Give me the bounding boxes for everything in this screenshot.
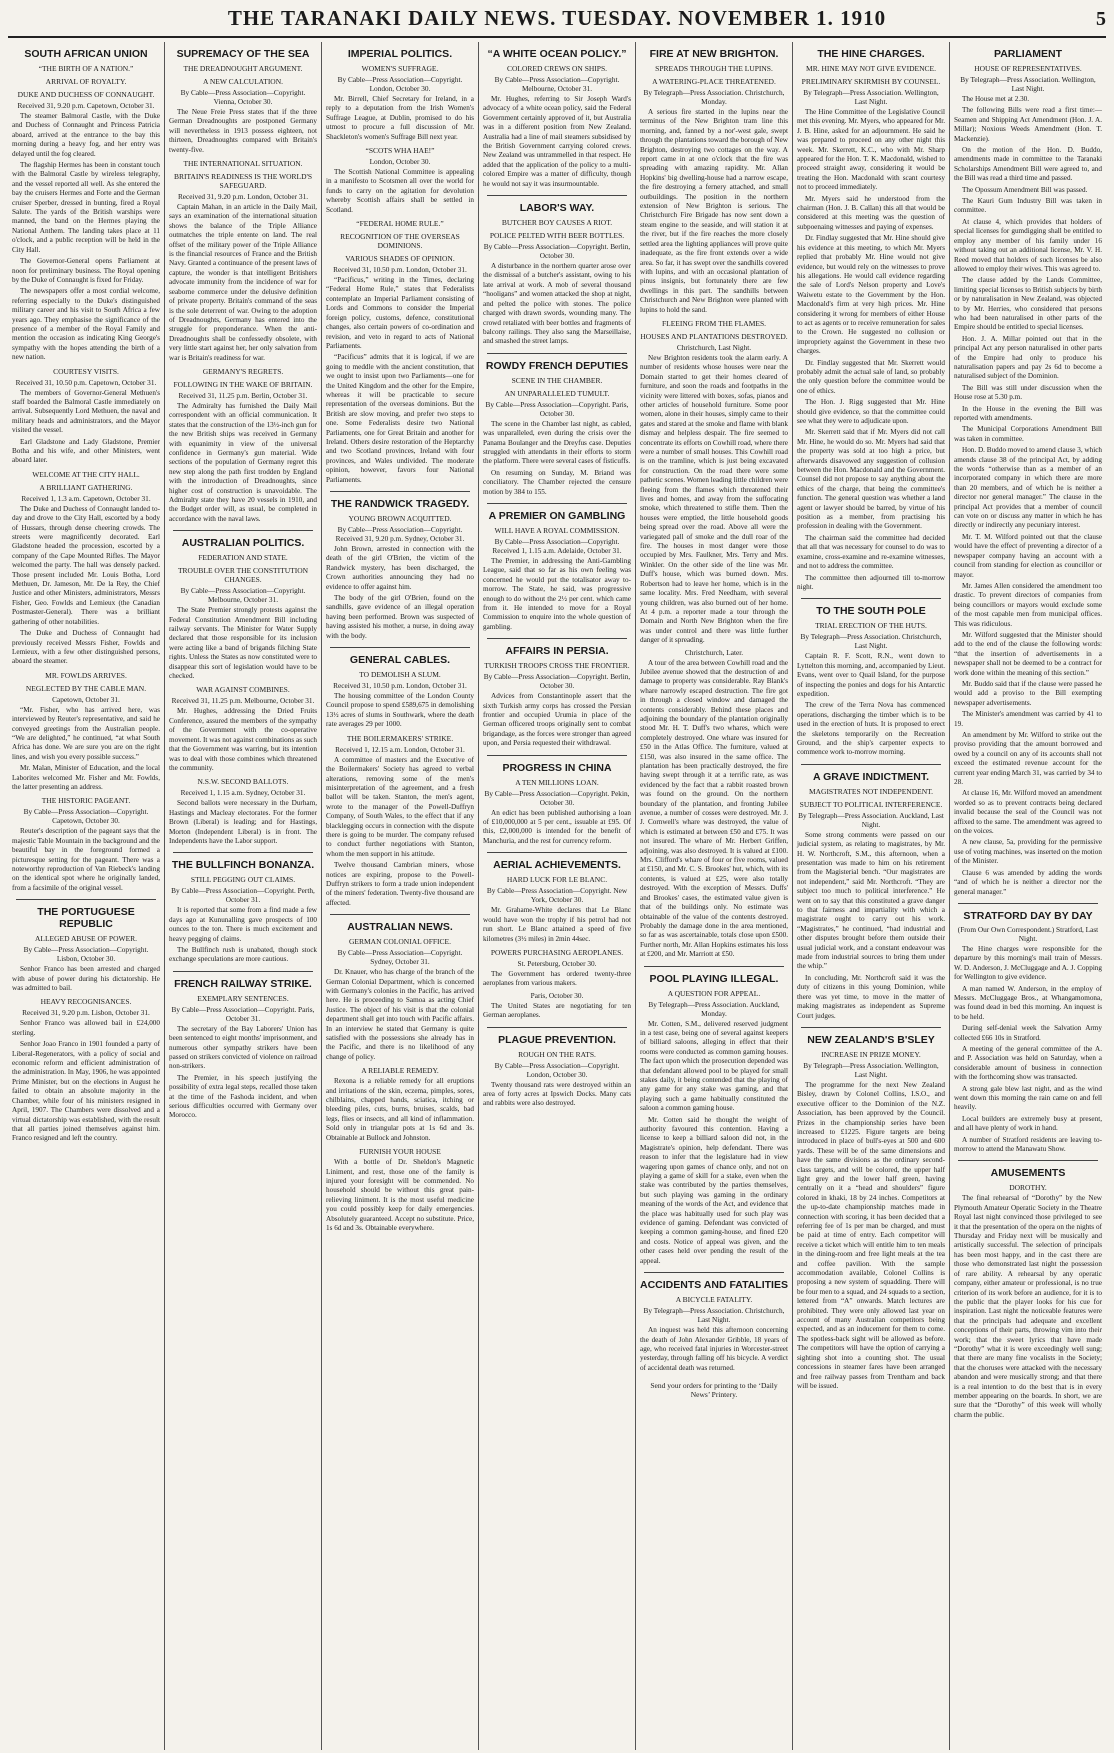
subheading: A BICYCLE FATALITY. (675, 1295, 753, 1305)
paragraph: Mr. Cotten, S.M., delivered reserved judgment in a test case, being one of several against keepers of billiard saloons, alleging in effect that their rooms were conducted as common gaming houses. The fact upon which the prosecution depended was that defendant allowed pool to be played for small stakes daily, it being contended that the playing of any game for any stake was gaming, and that playing such a game habitually constituted the saloon a common gaming house. (640, 1019, 788, 1113)
dateline: Received 31, 11.25 p.m. Berlin, October 31. (178, 390, 308, 400)
column-rule (801, 764, 941, 765)
column-rule (487, 1027, 627, 1028)
column-5 (636, 42, 793, 1750)
columns (8, 42, 1106, 1750)
paragraph: The Hon. J. Rigg suggested that Mr. Hine should give evidence, so that the committee could see what they were to adjudicate upon. (797, 398, 945, 425)
column-rule (487, 503, 627, 504)
subheading: SPREADS THROUGH THE LUPINS. (655, 64, 773, 73)
paragraph: Hon. J. A. Millar pointed out that in the principal Act any person naturalised in other parts of the Empire had only to produce his naturalisation papers and pay 2s 6d to become a naturalised subject of the Dominion. (954, 334, 1102, 381)
dateline: By Cable—Press Association—Copyright. Lisbon, October 30. (23, 945, 149, 964)
dateline: By Cable—Press Association—Copyright. London, October 30. (494, 1060, 620, 1079)
paragraph: A meeting of the general committee of the A. and P. Association was held on Saturday, when a considerable amount of business in connection with the forthcoming show was transacted. (954, 1044, 1102, 1082)
paragraph: The Premier, in addressing the Anti-Gambling League, said that so far as his own feeling was concerned he would put the totalisator away to-morrow. The State, he said, was progressive enough to do without the 2½ per cent. which came from it. He intended to move for a Royal Commission to enquire into the whole question of gambling. (483, 556, 631, 631)
column-rule (173, 971, 313, 972)
paragraph: Mr. James Allen considered the amendment too drastic. To prevent directors of companies from being councillors or mayors would exclude some of the most capable men from municipal offices. This was ridiculous. (954, 581, 1102, 628)
dateline: By Telegraph—Press Association. Christchurch, Last Night. (643, 1306, 785, 1325)
headline: STRATFORD DAY BY DAY (963, 909, 1093, 922)
subheading: THE BOILERMAKERS' STRIKE. (346, 733, 454, 743)
headline: IMPERIAL POLITICS. (347, 48, 453, 60)
dateline: By Telegraph—Press Association. Wellington, Last Night. (803, 88, 939, 106)
headline: FIRE AT NEW BRIGHTON. (649, 48, 779, 60)
subheading: DOROTHY. (1009, 1183, 1047, 1193)
headline: SUPREMACY OF THE SEA (176, 48, 310, 60)
headline: AUSTRALIAN NEWS. (347, 921, 453, 934)
subheading: A BRILLIANT GATHERING. (39, 482, 133, 492)
headline: AUSTRALIAN POLITICS. (181, 537, 305, 550)
column-rule (16, 899, 156, 900)
headline: THE PORTUGUESE REPUBLIC (37, 906, 135, 931)
dateline: Received 31, 10.50 p.m. London, October 31. (333, 265, 467, 275)
column-rule (644, 966, 784, 967)
paragraph: Second ballots were necessary in the Durham, Hastings and Macleay electorates. For the former Brown (Liberal) is leading; and for Hastings, Morton (Independent Liberal) is in front. The Independents have the Labor support. (169, 799, 317, 845)
paragraph: The clause added by the Lands Committee, limiting special licenses to British subjects by birth or by naturalisation in New Zealand, was objected to by Mr. Herries, who considered that persons who had been naturalised in other parts of the Empire should be entitled to special licenses. (954, 276, 1102, 332)
dateline: Received 31, 10.50 p.m. London, October 31. (333, 681, 467, 691)
paragraph: Mr. Grahame-White declares that Le Blanc would have won the trophy if his petrol had not run short. Le Blanc attained a speed of five kilometres (3½ miles) in 2min 44sec. (483, 906, 631, 943)
subheading: SUBJECT TO POLITICAL INTERFERENCE. (799, 799, 943, 809)
dateline: Received 31, 9.20 p.m. Capetown, October 31. (17, 101, 155, 110)
headline: ACCIDENTS AND FATALITIES (640, 1279, 788, 1292)
paragraph: Mr. T. M. Wilford pointed out that the clause would have the effect of preventing a director of a newspaper company having an account with a council from standing for election as councillor or mayor. (954, 532, 1102, 579)
paragraph: An edict has been published authorising a loan of £10,000,000 at 5 per cent., issuable at £95. Of this, £2,000,000 is intended for the benefit of Manchuria, and the rest for currency reform. (483, 808, 631, 845)
headline: GENERAL CABLES. (349, 654, 451, 667)
subheading: VARIOUS SHADES OF OPINION. (345, 254, 455, 264)
subheading: NEGLECTED BY THE CABLE MAN. (25, 683, 147, 693)
column-rule (330, 914, 470, 915)
subheading: THE HISTORIC PAGEANT. (41, 796, 131, 806)
paragraph: John Brown, arrested in connection with the death of the girl O'Brien, the victim of the Randwick mystery, has been discharged, the Crown authorities announcing they had no evidence to offer against him. (326, 545, 474, 591)
dateline: Capetown, October 31. (52, 694, 120, 704)
dateline: Received 1, 1.3 a.m. Capetown, October 31. (21, 493, 151, 503)
dateline: By Cable—Press Association—Copyright. Melbourne, October 31. (494, 75, 620, 93)
paragraph: Senhor Franco has been arrested and charged with abuse of power during his dictatorship. He was admitted to bail. (12, 965, 160, 993)
dateline: Received 31, 9.20 p.m. London, October 31. (177, 192, 309, 202)
headline: PARLIAMENT (993, 48, 1063, 60)
column-6 (793, 42, 950, 1750)
paragraph: A man named W. Anderson, in the employ of Messrs. McCluggage Bros., at Whangamomona, was found dead in bed this morning. An inquest is to be held. (954, 984, 1102, 1021)
headline: THE RANDWICK TRAGEDY. (330, 498, 470, 510)
dateline: By Telegraph—Press Association. Wellington, Last Night. (960, 75, 1096, 93)
dateline: Received 1, 12.15 a.m. London, October 31. (335, 744, 465, 754)
paragraph: It is reported that some from a find made a few days ago at Kununalling gave prospects of 100 ounces to the ton. There is much excitement and heavy pegging of claims. (169, 906, 317, 943)
paragraph: Twelve thousand Cambrian miners, whose notices are expiring, propose to the Powell-Duffryn strikers to form a trade union independent of the miners' federation. Twenty-five thousand are affected. (326, 861, 474, 907)
subheading: MR. FOWLDS ARRIVES. (45, 670, 127, 680)
paragraph: The Minister's amendment was carried by 41 to 19. (954, 710, 1102, 728)
subheading: GERMAN COLONIAL OFFICE. (348, 937, 451, 947)
paragraph: Rexona is a reliable remedy for all eruptions and irritations of the skin, eczema, pimples, sores, chilblains, chapped hands, sciatica, itching or bleeding piles, cuts, burns, bruises, scalds, bad legs, flies or insects, and all kind of inflammation. Sold only in triangular pots at 1s 6d and 3s. Obtainable at Bullock and Johnston. (326, 1077, 474, 1142)
paragraph: Clause 6 was amended by adding the words “and of which he is neither a director nor the general manager.” (954, 868, 1102, 896)
subheading: PRELIMINARY SKIRMISH BY COUNSEL. (801, 77, 941, 86)
paragraph: The Scottish National Committee is appealing in a manifesto to Scotsmen all over the world for funds to carry on the agitation for devolution whereby Scottish affairs shall be settled in Scotland. (326, 168, 474, 214)
dateline: (From Our Own Correspondent.) Stratford, Last Night. (957, 924, 1099, 943)
dateline: By Cable—Press Association—Copyright. London, October 30. (337, 75, 463, 93)
subheading: RECOGNITION OF THE OVERSEAS DOMINIONS. (340, 232, 460, 251)
dateline: By Telegraph—Press Association. Auckland, Monday. (648, 999, 780, 1018)
dateline: By Cable—Press Association—Copyright. Pekin, October 30. (484, 788, 630, 807)
paragraph: The Municipal Corporations Amendment Bill was taken in committee. (954, 425, 1102, 443)
subheading: EXEMPLARY SENTENCES. (197, 993, 289, 1003)
subheading: A RELIABLE REMEDY. (361, 1066, 439, 1076)
column-rule (958, 903, 1098, 904)
dateline: By Telegraph—Press Association. Auckland, Last Night. (798, 810, 944, 829)
paragraph: The Neue Freie Press states that if the three German Dreadnoughts are postponed Germany will nevertheless in 1913 possess eighteen, not thirteen, Dreadnoughts compared with Britain's twenty-five. (169, 108, 317, 154)
column-rule (801, 1027, 941, 1028)
paragraph: During self-denial week the Salvation Army collected £66 10s in Stratford. (954, 1024, 1102, 1042)
paragraph: With a bottle of Dr. Sheldon's Magnetic Liniment, and rest, those one of the family is injured your foresight will be commended. No household should be without this great pain-relieving liniment. It is the most useful medicine you could possibly keep for daily emergencies. Absolutely guaranteed. Accept no substitute. Price, 1s 6d and 3s. Obtainable everywhere. (326, 1158, 474, 1232)
paragraph: The Opossum Amendment Bill was passed. (962, 185, 1088, 194)
column-rule (330, 647, 470, 648)
dateline: By Cable—Press Association—Copyright. Melbourne, October 31. (180, 586, 306, 605)
headline: PROGRESS IN CHINA (502, 761, 612, 774)
paragraph: A tour of the area between Cowhill road and the Jubilee avenue showed that the destruction of and damage to property was considerable. Ray Blank's whare narrowly escaped destruction. The fire got in through a closed window and damaged the contents considerably. Behind these places and adjoining the boundary of the plantation originally stood Mr. H. T. Duff's two whares, which were completely destroyed. One whare was insured for £50 in the Atlas Office. The furniture, valued at £150, was also insured in the same office. The plantation has been practically destroyed, the fire having swept through it at a terrific rate, as was evidenced by the fact that a rabbit roasted brown was found on the ground. On the northern boundary of the plantation, and fronting Jubilee avenue, a number of cosses were destroyed. Mr. J. J. Cornwell's whare was destroyed, the value of which is estimated at between £50 and £75. It was not insured. The whare of Mr. Herbert Griffen, adjoining, was also destroyed. It is valued at £100. Mrs. Clifford's whare of four or five rooms, valued at £150, and Mr. C. S. Brookes' hut, which, with its contents, is valued at £25, were also totally destroyed. With the exception of Messrs. Duffs' and Brookes' cases, the estimated value given is that of the buildings only. No estimate was obtainable of the value of the contents destroyed. Probably the damage done in the area mentioned, so far as was ascertainable, totals close upon £500. Further north, Mr. Allan Hopkins estimates his loss at £200, and Mr. Marriott at £50. (640, 658, 788, 959)
paragraph: The body of the girl O'Brien, found on the sandhills, gave evidence of an illegal operation having been performed. Brown was suspected of having assisted his mother, a nurse, in doing away with the body. (326, 594, 474, 640)
headline: A GRAVE INDICTMENT. (812, 770, 930, 783)
subheading: BUTCHER BOY CAUSES A RIOT. (501, 218, 613, 228)
paragraph: The Duke and Duchess of Connaught had previously received Messrs Fisher, Fowlds and Lemieux, with a few other distinguished persons, aboard the steamer. (12, 629, 160, 666)
dateline: By Cable—Press Association—Copyright. Sydney, October 31. (337, 948, 463, 967)
paragraph: A disturbance in the northern quarter arose over the dismissal of a butcher's assistant, owing to his late arrival at work. A mob of several thousand “hooligans” and women attacked the shop at night, and pelted the police with stones. The police charged with drawn swords, wounding many. The crowd retaliated with beer bottles and fragments of balcony railings. They also sang the Marseillaise, and smashed the street lamps. (483, 262, 631, 346)
subheading: ROUGH ON THE RATS. (518, 1049, 596, 1059)
headline: THE HINE CHARGES. (817, 48, 925, 60)
paragraph: Mr. Birrell, Chief Secretary for Ireland, in a reply to a deputation from the Irish Women's Suffrage League, at Dublin, promised to do his utmost to procure a full discussion of Mr. Shackleton's women's Suffrage Bill next year. (326, 95, 474, 141)
headline: AERIAL ACHIEVEMENTS. (493, 859, 621, 872)
subheading: A WATERING-PLACE THREATENED. (652, 77, 776, 86)
paragraph: On resuming on Sunday, M. Briand was conciliatory. The Chamber rejected the censure motion by 384 to 155. (483, 468, 631, 496)
paragraph: New Brighton residents took the alarm early. A number of residents whose houses were near the Domain started to get their homes cleared of furniture, and soon the roads and footpaths in the vicinity were littered with boxes, sofas, pianos and other articles of household furniture. Some poor women, alone in their houses, simply came to their gates and stared at the smoke and flame with blank dismay and helpless despair. The fire seemed to concentrate its efforts on Cowhill road, where there were a number of small houses. This Cowhill road is on the tramline, which is just being excavated for construction. On the road there were some pathetic scenes. Women leading little children were fleeing from the flames which threatened their lives and homes, and away from the suffocating smoke, which threatened to stifle them. Then the houses were emptied, the little household goods being spread over the road. Above all were the variegated pall of smoke and the dull roar of the fire. The houses in most danger were those occupied by Mrs. Faulkner, Mrs. Terry and Mrs. Winkler. On the other side of the line was Mr. Duff's house, which was burned down. Mrs. Robertson had to leave her home, which is in the same locality. Mrs. Fred Needham, with several young children, was also burned out of her home. At 4 p.m. a reporter made a tour through the Domain and North New Brighton when the fire was under control and there was little further danger of it spreading. (640, 353, 788, 645)
dateline: By Cable—Press Association—Copyright. Received 31, 9.20 p.m. Sydney, October 31. (335, 525, 465, 543)
column-rule (487, 353, 627, 354)
paragraph: The United States are negotiating for ten German aeroplanes. (483, 1001, 631, 1020)
paragraph: Earl Gladstone and Lady Gladstone, Premier Botha and his wife, and other Ministers, went aboard later. (12, 437, 160, 465)
headline: AMUSEMENTS (990, 1167, 1066, 1180)
page-number: 5 (1096, 8, 1106, 30)
subheading: ARRIVAL OF ROYALTY. (45, 77, 127, 86)
subheading: WOMEN'S SUFFRAGE. (361, 64, 439, 73)
paragraph: The final rehearsal of “Dorothy” by the New Plymouth Amateur Operatic Society in the Theatre Royal last night convinced those privileged to see it that the presentation of the opera on the nights of Thursday and Friday next will be musically and artistically successful. The selection of principals has been most happy, and in the cast there are those who demonstrated last night the possession of rare ability. A rehearsal by any operatic company, either amateur or professional, is no true criterion of its work before an audience, for it is to the public that the player looks for his cue for inspiration. Last night the noticeable features were that the principals had adequate and excellent conceptions of their parts, throwing vim into their work; that the sweet lyrics that have made “Dorothy” what it is were exceedingly well sung; that there are many fine vocalists in the Society; that the choruses were attacked with the necessary abandon and were musically strong; and that there is a real intention to do the best that is in every member appearing on the boards. In short, we are sure that the “Dorothy” of this week will wholly charm the public. (954, 1194, 1102, 1419)
column-1 (8, 42, 165, 1750)
headline: PLAGUE PREVENTION. (498, 1033, 616, 1046)
subheading: BRITAIN'S READINESS IS THE WORLD'S SAFEGUARD. (173, 172, 313, 191)
paragraph: The Hine Committee of the Legislative Council met this evening. Mr. Myers, who appeared for Mr. J. B. Hine, asked for an adjournment. He said he was prepared to proceed on any other night this week. Mr. Skerrett, K.C., who with Mr. Sharp appeared for the Hon. T. K. Macdonald, wished to proceed straight away, considering it would be treating the Hon. Macdonald with scant courtesy not to proceed immediately. (797, 108, 945, 192)
subheading: WELCOME AT THE CITY HALL. (32, 469, 140, 479)
subheading: INCREASE IN PRIZE MONEY. (821, 1049, 921, 1059)
subheading: SCENE IN THE CHAMBER. (511, 375, 603, 385)
dateline: Christchurch, Last Night. (676, 342, 752, 352)
column-2 (165, 42, 322, 1750)
paragraph: The Governor-General opens Parliament at noon for preliminary business. The Royal opening by the Duke of Connaught is fixed for Friday. (12, 257, 160, 284)
paragraph: The Admiralty has furnished the Daily Mail correspondent with an official communication. It states that the construction of the 13½-inch gun for the new British ships was received in Germany with equanimity in view of the universal confidence in Germany's gun material. Wide sections of the population of Germany regret this new step along the path first trodden by England with the introduction of Dreadnoughts, since higher cost of construction is unavoidable. The Admiralty state they have 20 vessels in 1910, and the Budget order will, as usual, be completed in accordance with the naval laws. (169, 401, 317, 523)
subheading: A TEN MILLIONS LOAN. (515, 777, 599, 787)
headline: “A WHITE OCEAN POLICY.” (487, 48, 627, 60)
subheading: FLEEING FROM THE FLAMES. (661, 318, 767, 328)
headline: THE BULLFINCH BONANZA. (171, 859, 315, 872)
column-rule (487, 195, 627, 196)
subheading: FEDERATION AND STATE. (198, 553, 288, 563)
dateline: Paris, October 30. (530, 990, 584, 1000)
column-rule (487, 638, 627, 639)
dateline: By Cable—Press Association—Copyright. Paris, October 31. (171, 1004, 315, 1023)
paragraph: “Pacificus,” writing in the Times, declaring “Federal Home Rule,” states that Federalists contemplate an Imperial Parliament consisting of Lords and Commons to consider the Imperial foreign policy, customs, defence, constitutional changes, also certain powers of co-ordination and revision, and veto in regard to acts of National Parliaments. (326, 276, 474, 350)
subheading: MAGISTRATES NOT INDEPENDENT. (808, 786, 934, 796)
dateline: Received 31, 9.20 p.m. Lisbon, October 31. (22, 1008, 150, 1018)
paragraph: Captain Mahan, in an article in the Daily Mail, says an examination of the international situation shows the balance of the Triple Alliance outmatches the triple entente on land. The real offset of the military power of the Triple Alliance is the financial resources of France and the British Navy. Granted a continuance of the present laws of capture, the wonder is that intelligent Britishers advocate immunity from the incidence of war for seaborne commerce under the delusive definition of private property. Britain's command of the seas is the sole deterrent of war. Owing to the adoption of Dreadnoughts, Germany has entered into the struggle for preponderance. When the anti-Dreadnoughts shall be confessedly obsolete, with very little start against her, her only salvation from war is Britain's readiness for war. (169, 203, 317, 362)
subheading: TO DEMOLISH A SLUM. (359, 670, 441, 680)
subheading: FOLLOWING IN THE WAKE OF BRITAIN. (173, 379, 313, 389)
paragraph: In the House in the evening the Bill was reported with amendments. (954, 404, 1102, 422)
paragraph: Mr. Wilford suggested that the Minister should add to the end of the clause the following words: “that the insertion of advertisements in a newspaper shall not be deemed to be a contract for work done within the meaning of this section.” (954, 630, 1102, 677)
paragraph: Some strong comments were passed on our judicial system, as relating to magistrates, by Mr. H. W. Northcroft, S.M., this afternoon, when a presentation was made to him on his retirement from the Magisterial bench. “Our magistrates are not independent,” said Mr. Northcroft. “They are subject too much to political interference.” He went on to say that this constituted a grave danger to that fairness and impartiality with which a magistrate ought to carry out his work. “Magistrates,” he continued, “had industrial and other disputes brought before them outside their usual judicial work, and a constant endeavour was made from industrial sources to bring them under the whip.” (797, 830, 945, 971)
paragraph: Hon. D. Buddo moved to amend clause 3, which amends clause 38 of the principal Act, by adding the words “otherwise than as a member of an incorporated company in which there are more than 20 members, and of which he is neither a director nor general manager.” The clause in the principal Act provides that a member of council can vote on or discuss any matter in which he has directly or indirectly any pecuniary interest. (954, 446, 1102, 530)
masthead (8, 6, 1106, 38)
subheading: HOUSES AND PLANTATIONS DESTROYED. (640, 331, 788, 341)
paragraph: On the motion of the Hon. D. Buddo, amendments made in committee to the Taranaki Scholarships Amendment Bill were agreed to, and the Bill was read a third time and passed. (954, 146, 1102, 183)
dateline: By Telegraph—Press Association. Christchurch, Last Night. (800, 632, 942, 651)
paragraph: Mr. Skerrett said that if Mr. Myers did not call Mr. Hine, he would do so. Mr. Myers had said that the property was sold at too high a price, but afterwards disavowed any suggestion of collusion between the Hon. Macdonald and the Government. Counsel did not propose to say anything about the ethics of the charge, that being the committee's function. The general question was whether a land agent or lawyer should be barred, by virtue of his position as a member, from practising his profession in dealing with the Government. (797, 428, 945, 531)
paragraph: Dr. Knauer, who has charge of the branch of the German Colonial Department, which is concerned with Germany's colonies in the Pacific, has arrived here. He is proceeding to Samoa as acting Chief Justice. The object of his visit is that the colonial department shall get into touch with Pacific affairs. In an interview he stated that Germany is quite satisfied with the possessions she already has in the Pacific, and there is no likelihood of any change of policy. (326, 968, 474, 1061)
paragraph: The House met at 2.30. (962, 95, 1030, 103)
dateline: Received 31, 11.25 p.m. Melbourne, October 31. (171, 696, 315, 706)
headline: A PREMIER ON GAMBLING (488, 509, 626, 522)
column-rule (330, 491, 470, 492)
paragraph: Mr. Cotten said he thought the weight of authority favoured this contention. Having a license to keep a billiard saloon did not, in the Magistrate's opinion, help defendant. There was reason to infer that the legislature had in view wagering upon games of chance only, and not on playing a game of skill for a stake, even when the stake was contributed by the parties themselves, but such playing was gaming in the ordinary meaning of the words of the Act, and evidence that the place was habitually used for such play was evidence of gaming. Defendant was convicted of keeping a common gaming-house, and fined £20 and costs. Notice of appeal was given, and the other cases held over pending the result of the appeal. (640, 1115, 788, 1265)
paragraph: Mr. Buddo said that if the clause were passed he would add a proviso to the Bill exempting newspaper advertisements. (954, 679, 1102, 707)
paragraph: The committee then adjourned till to-morrow night. (797, 573, 945, 591)
dateline: By Cable—Press Association—Copyright. Capetown, October 30. (23, 807, 149, 826)
paragraph: Mr. Myers said he understood from the chairman (Hon. J. B. Callan) this all that would be considered at this meeting was the question of subpoenaing witnesses and paying of expenses. (797, 194, 945, 231)
paragraph: Dr. Findlay suggested that Mr. Skerrett would probably admit the actual sale of land, so probably the only question before the committee would be one of ethics. (797, 358, 945, 395)
paragraph: The members of Governor-General Methuen's staff boarded the Balmoral Castle immediately on arrival. Subsequently Lord Methuen, the naval and military heads and administrators, and the Mayor visited the vessel. (12, 388, 160, 435)
paragraph: The crew of the Terra Nova has commenced operations, discharging the timber which is to be used in the erection of huts. It is proposed to erect the skeletons temporarily on the Recreation Ground, and the ship's carpenter expects to commence work to-morrow morning. (797, 701, 945, 757)
subheading: POWERS PURCHASING AEROPLANES. (490, 947, 624, 957)
subheading: THE INTERNATIONAL SITUATION. (183, 159, 303, 169)
subheading: A QUESTION FOR APPEAL. (667, 988, 761, 998)
dateline: By Cable—Press Association—Copyright. Berlin, October 30. (483, 242, 631, 261)
paragraph: The Premier, in his speech justifying the possibility of extra legal steps, recalled those taken at the time of the Fashoda incident, and when serious difficulties occurred with Germany over Morocco. (169, 1073, 317, 1120)
paragraph: At clause 4, which provides that holders of special licenses for gumdigging shall be entitled to employ any member of his family under 16 without taking out an additional license, Mr. V. H. Reed moved that holders of such licenses be also allowed to employ their wives. This was agreed to. (954, 217, 1102, 273)
dateline: Received 1, 1.15 a.m. Sydney, October 31. (180, 788, 306, 798)
dateline: London, October 30. (369, 157, 431, 167)
paragraph: The Bill was still under discussion when the House rose at 5.30 p.m. (954, 383, 1102, 402)
subheading: A NEW CALCULATION. (202, 77, 284, 86)
paragraph: Captain R. F. Scott, R.N., went down to Lyttelton this morning, and, accompanied by Lieut. Evans, went over to Quail Island, for the purpose of inspecting the ponies and dogs for his Antarctic expedition. (797, 652, 945, 698)
dateline: Christchurch, Later. (684, 647, 744, 657)
paragraph: Advices from Constantinople assert that the sixth Turkish army corps has crossed the Persian frontier and occupied Urumia in place of the German officered troops originally sent to combat brigandage, as the forces were stronger than agreed upon, and Persia requested their withdrawal. (483, 692, 631, 748)
dateline: By Telegraph—Press Association. Wellington, Last Night. (803, 1060, 939, 1079)
subheading: GERMANY'S REGRETS. (202, 366, 284, 376)
headline: LABOR'S WAY. (519, 202, 595, 215)
column-rule (801, 598, 941, 599)
paragraph: The housing committee of the London County Council propose to spend £589,675 in demolishing 13½ acres of slums in Southwark, where the death rate averages 29 per 1000. (326, 692, 474, 729)
paragraph: The Duke and Duchess of Connaught landed to-day and drove to the City Hall, escorted by a body of Hussars, through dense cheering crowds. The streets were magnificently decorated. Earl Gladstone headed the procession, escorted by a company of the Cape Mounted Rifles. The Mayor welcomed the party. The hall was densely packed. Those present included Mr. Louis Botha, Lord Methuen, Dr. Jameson, Mr. De la Rey, the Chief Justice and other Ministers, administrators, Messrs Fisher, Geo. Fowlds and Lemieux (the Canadian Postmaster-General). There was a brilliant gathering of other notabilities. (12, 504, 160, 626)
paragraph: The Government has ordered twenty-three aeroplanes from various makers. (483, 969, 631, 988)
paragraph: Mr. Malan, Minister of Education, and the local Laborites welcomed Mr. Fisher and Mr. Fowlds, the latter presenting an address. (12, 764, 160, 791)
paragraph: The State Premier strongly protests against the Federal Constitution Amendment Bill including railway servants. The Minister for Water Supply declared that those responsible for its inclusion were acting like a band of brigands filching State rights. Unless the States as now constituted were to disappear this sort of legislation would have to be checked. (169, 606, 317, 681)
paragraph: In concluding, Mr. Northcroft said it was the duty of citizens in this young Dominion, while there was yet time, to move in the matter of making magistrates as independent as Supreme Court judges. (797, 973, 945, 1020)
headline: AFFAIRS IN PERSIA. (505, 645, 609, 658)
paragraph: Senhor Franco was allowed bail in £24,000 sterling. (12, 1019, 160, 1037)
subheading: DUKE AND DUCHESS OF CONNAUGHT. (17, 90, 155, 99)
subheading: N.S.W. SECOND BALLOTS. (197, 777, 289, 787)
paragraph: The following Bills were read a first time:—Seamen and Shipping Act Amendment (Hon. J. A. Millar); Noxious Weeds Amendment (Hon. T. Mackenzie). (954, 106, 1102, 143)
dateline: By Cable—Press Association—Copyright. Vienna, October 30. (180, 88, 306, 106)
paragraph: A new clause, 5a, providing for the permissive use of voting machines, was inserted on the motion of the Minister. (954, 838, 1102, 866)
subheading: TRIAL ERECTION OF THE HUTS. (815, 621, 927, 631)
column-rule (173, 530, 313, 531)
subheading: FURNISH YOUR HOUSE (359, 1147, 441, 1157)
dateline: By Cable—Press Association—Copyright. Perth, October 31. (171, 886, 315, 905)
column-rule (487, 755, 627, 756)
headline: ROWDY FRENCH DEPUTIES (485, 359, 629, 372)
paragraph: Mr. Hughes, addressing the Dried Fruits Conference, assured the members of the sympathy of the Government with the co-operative movement. It was not against combinations as such that the Government was warring, but its intention was to deal with those combines which threatened the community. (169, 707, 317, 772)
paragraph: Reuter's description of the pageant says that the majestic Table Mountain in the background and the beautiful bay in the foreground formed a picturesque setting for the pageant. There was a noteworthy reproduction of Van Riebeck's landing on the identical spot where he originally landed, from a facsimile of the original vessel. (12, 827, 160, 892)
masthead-title: THE TARANAKI DAILY NEWS. TUESDAY. NOVEMBER 1. 1910 (227, 6, 887, 30)
column-rule (958, 1160, 1098, 1161)
paragraph: A serious fire started in the lupins near the terminus of the New Brighton tram line this morning, and, fanned by a nor'-west gale, swept through the plantations toward the borough of New Brighton, destroying two cottages on the way. A report came in at one o'clock that the fire was spreading with amazing rapidity. Mr. Allan Hopkins' big dwelling-house had a narrow escape, the fire destroying a fernery attached, and small outbuildings. The position in the northern extension of New Brighton is serious. The Christchurch Fire Brigade has now sent down a steam engine to the seaside, and will station it at the river, but if the fire reaches the more closely settled area the lighting appliances will prove quite inadequate, as the fire front extends over a wide area. So far, it has swept over the sandhills covered with lupins, and with an occasional plantation of pinus insignis, but fortunately there are few dwellings in this part. The sandhills between Christchurch and New Brighton were planted with lupins to hold the sand. (640, 108, 788, 314)
paragraph: At clause 16, Mr. Wilford moved an amendment worded so as to prevent contracts being declared invalid because the seal of the Council was not affixed to the same. The amendment was agreed to on the voices. (954, 789, 1102, 836)
subheading: AN UNPARALLELED TUMULT. (504, 388, 610, 398)
subheading: HOUSE OF REPRESENTATIVES. (974, 64, 1082, 73)
paragraph: “Pacificus” admits that it is logical, if we are going to meddle with the ancient constitution, that we ought to insist upon two Parliaments—one for the United Kingdom and the other for the Empire, whereas it will be practicable to secure representation of the overseas dominions. But the British are slow moving, and prefer two steps to one. Some Federalists desire two National Parliaments, one for Great Britain and another for Ireland. Others desire restoration of the Heptarchy and two Scotland provinces, Ireland with four provinces, and Wales undivided. The moderate opinion, however, favors four National Parliaments. (326, 353, 474, 484)
subheading: WILL HAVE A ROYAL COMMISSION. (494, 525, 620, 535)
paragraph: The flagship Hermes has been in constant touch with the Balmoral Castle by wireless telegraphy, and the vessel reported all well. As she entered the bay the cruisers Hermes and Forte and the German cruiser Sperber, dressed in bunting, fired a Royal Salute. The yards of the British warships were manned, the band on the Hermes playing the National Anthem. The landing takes place at 11 o'clock, and a public reception will be held in the City Hall. (12, 161, 160, 254)
paragraph: The steamer Balmoral Castle, with the Duke and Duchess of Connaught and Princess Patricia aboard, arrived at the entrance to the bay this morning during a heavy fog, and her entry was delayed until the fog cleared. (12, 112, 160, 158)
paragraph: A strong gale blew last night, and as the wind went down this morning the rain came on and fell heavily. (954, 1084, 1102, 1112)
paragraph: Senhor Joao Franco in 1901 founded a party of Liberal-Regenerators, with a policy of social and economic reform and efficient administration of the administration. In May, 1906, he was appointed Prime Minister, but on the elections in August he failed to obtain an absolute majority in the Chamber, while four of his ministers resigned in April, 1907. The Chambers were dissolved and a virtual dictatorship was established, with the result that all parties joined themselves against him. Franco resigned and left the country. (12, 1040, 160, 1143)
subheading: TROUBLE OVER THE CONSTITUTION CHANGES. (177, 566, 309, 585)
paragraph: The newspapers offer a most cordial welcome, referring especially to the Duke's distinguished military career and his visit to South Africa a few years ago. They emphasise the significance of the presence of a member of the Royal Family and mention the occasion as indicating King George's sympathy with the hopes attending the birth of a new nation. (12, 287, 160, 362)
headline: FRENCH RAILWAY STRIKE. (174, 977, 312, 990)
subheading: THE DREADNOUGHT ARGUMENT. (183, 64, 303, 73)
paragraph: “Mr. Fisher, who has arrived here, was interviewed by Reuter's representative, and said he conveyed greetings from the Australian people. “We are delighted,” he continued, “at what South Africa has done. We are sure you are on the right lines, and wish you every possible success.” (12, 705, 160, 761)
subheading: POLICE PELTED WITH BEER BOTTLES. (489, 231, 625, 241)
subheading: TURKISH TROOPS CROSS THE FRONTIER. (484, 661, 630, 671)
paragraph: Twenty thousand rats were destroyed within an area of forty acres at Ipswich Docks. Many cats and rabbits were also destroyed. (483, 1080, 631, 1108)
column-4 (479, 42, 636, 1750)
column-rule (487, 852, 627, 853)
subheading: MR. HINE MAY NOT GIVE EVIDENCE. (806, 64, 936, 73)
subheading: COURTESY VISITS. (53, 366, 119, 376)
dateline: By Cable—Press Association—Copyright. New York, October 30. (486, 886, 628, 905)
paragraph: The Kauri Gum Industry Bill was taken in committee. (954, 197, 1102, 215)
subheading: ALLEGED ABUSE OF POWER. (34, 934, 138, 944)
subheading: HARD LUCK FOR LE BLANC. (506, 875, 608, 885)
paragraph: Local builders are extremely busy at present, and all have plenty of work in hand. (954, 1114, 1102, 1133)
dateline: Received 31, 10.50 p.m. Capetown, October 31. (15, 377, 157, 387)
paragraph: The scene in the Chamber last night, as cabled, was unparalleled, even during the crisis over the Panama Boulanger and the Dreyfus case. Deputies struggled with attendants in their efforts to storm the platform. There were several cases of fisticuffs. (483, 419, 631, 466)
column-7 (950, 42, 1106, 1750)
dateline: By Cable—Press Association—Copyright. Paris, October 30. (485, 399, 629, 418)
subheading: “SCOTS WHA HAE!” (365, 146, 435, 156)
dateline: By Telegraph—Press Association. Christchurch, Monday. (643, 88, 785, 106)
headline: POOL PLAYING ILLEGAL. (649, 972, 779, 985)
paragraph: An amendment by Mr. Wilford to strike out the proviso providing that the amount borrowed and owed by a council on any of its accounts shall not exceed the estimated revenue account for the current year ending March 31, was carried by 34 to 28. (954, 731, 1102, 787)
headline: NEW ZEALAND'S B'SLEY (807, 1033, 935, 1046)
paragraph: The secretary of the Bay Laborers' Union has been sentenced to eight months' imprisonment, and numerous other sympathy strikers have been passed on strikers convicted of violence on railroad non-strikers. (169, 1024, 317, 1071)
subheading: “FEDERAL HOME RULE.” (356, 219, 444, 229)
footnote: Send your orders for printing to the ‘Daily News’ Printery. (650, 1381, 778, 1400)
subheading: “THE BIRTH OF A NATION.” (38, 64, 134, 73)
paragraph: Dr. Findlay suggested that Mr. Hine should give his evidence at this meeting, to which Mr. Myers replied that probably Mr. Hine would not give evidence, but would rely on the witnesses to prove his allegations. He would call evidence regarding the sale of Lord's Nelson property and Love's Waiwetu estate to the Government by the Hon. Macdonald's firm at very high prices. Mr. Hine considering it wrong for members of either House to act as agents or to receive remuneration for sales to the Crown. He suggested no collusion or impropriety against the Government in these two charges. (797, 234, 945, 356)
headline: TO THE SOUTH POLE (816, 605, 926, 618)
paragraph: The programme for the next New Zealand Bisley, drawn by Colonel Collins, I.S.O., and executive officer to the Dominion of the N.Z. Association, has been approved by the Council. Prizes in the championship series have been increased to £1225. Figure targets are being introduced in place of bull's-eyes at 500 and 600 yards. These will be of the same dimensions and have the same divisions as the ordinary second-class targets, and will be colored, the upper half light grey and the lower half green, having centrally on it a “head and shoulders” figure colored in khaki, 18 by 24 inches. Competitors at the up-to-date championship matches made in connection with scoring, it has been decided that a referring fee of 1s per man be charged, and must be paid at time of entry. Each competitor will receive a ticket which will entitle him to ten meals in the dining-room and free light meals at the tea and coffee pavilion. With the sample accommodation available, Colonel Collins is proposing a new system of squadding. There will be four men to a squad, and 24 squads to a section, lettered from “A” onwards. Match lectures are prohibited. They were only allowed last year on account of many Australian competitors being expected, and as an inducement for them to come. The spotless-back sight will be allowed as before. The competitors will have the option of carrying a sighting shot into a counting shot. The usual concessions in steamer fares have been arranged and free railway passes from Trentham and back will be issued. (797, 1080, 945, 1390)
subheading: STILL PEGGING OUT CLAIMS. (190, 875, 296, 885)
dateline: St. Petersburg, October 30. (517, 958, 597, 968)
dateline: By Cable—Press Association—Copyright. Received 1, 1.15 a.m. Adelaide, October 31. (492, 536, 622, 555)
dateline: By Cable—Press Association—Copyright. Berlin, October 30. (483, 672, 631, 691)
subheading: COLORED CREWS ON SHIPS. (506, 64, 607, 73)
paragraph: The Bullfinch rush is unabated, though stock exchange speculations are more cautious. (169, 945, 317, 964)
subheading: WAR AGAINST COMBINES. (196, 685, 290, 695)
paragraph: The chairman said the committee had decided that all that was necessary for counsel to do was to examine, cross-examine and re-examine witnesses, and not to address the committee. (797, 533, 945, 571)
column-rule (644, 1272, 784, 1273)
paragraph: The Hine charges were responsible for the departure by this morning's mail train of Messrs. W. D. Anderson, J. McCluggage and A. J. Copping for Wellington to give evidence. (954, 944, 1102, 982)
subheading: HEAVY RECOGNISANCES. (40, 997, 132, 1007)
paragraph: Mr. Hughes, referring to Sir Joseph Ward's advocacy of a white ocean policy, said the Federal Government certainly approved of it, but Australia was in a different position from New Zealand. Australia had a line of mail steamers subsidised by the British Government carrying colored crews. New Zealand was untrammelled in that respect. He added that the application of the policy to a multi-colored Empire was a matter of difficulty, though he would not say it was insurmountable. (483, 95, 631, 188)
column-3 (322, 42, 479, 1750)
column-rule (173, 852, 313, 853)
paragraph: A number of Stratford residents are leaving to-morrow to attend the Manawatu Show. (954, 1135, 1102, 1154)
subheading: YOUNG BROWN ACQUITTED. (348, 514, 452, 523)
paragraph: An inquest was held this afternoon concerning the death of John Alexander Gribble, 18 years of age, who received fatal injuries in Worcester-street yesterday, through falling off his bicycle. A verdict of accidental death was returned. (640, 1326, 788, 1372)
paragraph: A committee of masters and the Executive of the Boilermakers' Society has agreed to verbal alterations, removing some of the men's misinterpretation of the agreement, and a fresh ballot will be taken. Stanton, the men's agent, wrote to the manager of the Powell-Duffryn Company, of South Wales, to the effect that if any blacklegging occurs in connection with the dispute there is going to be murder. The company refused to conduct further negotiations with Stanton, whom the men support in his attitude. (326, 755, 474, 858)
headline: SOUTH AFRICAN UNION (24, 48, 148, 60)
